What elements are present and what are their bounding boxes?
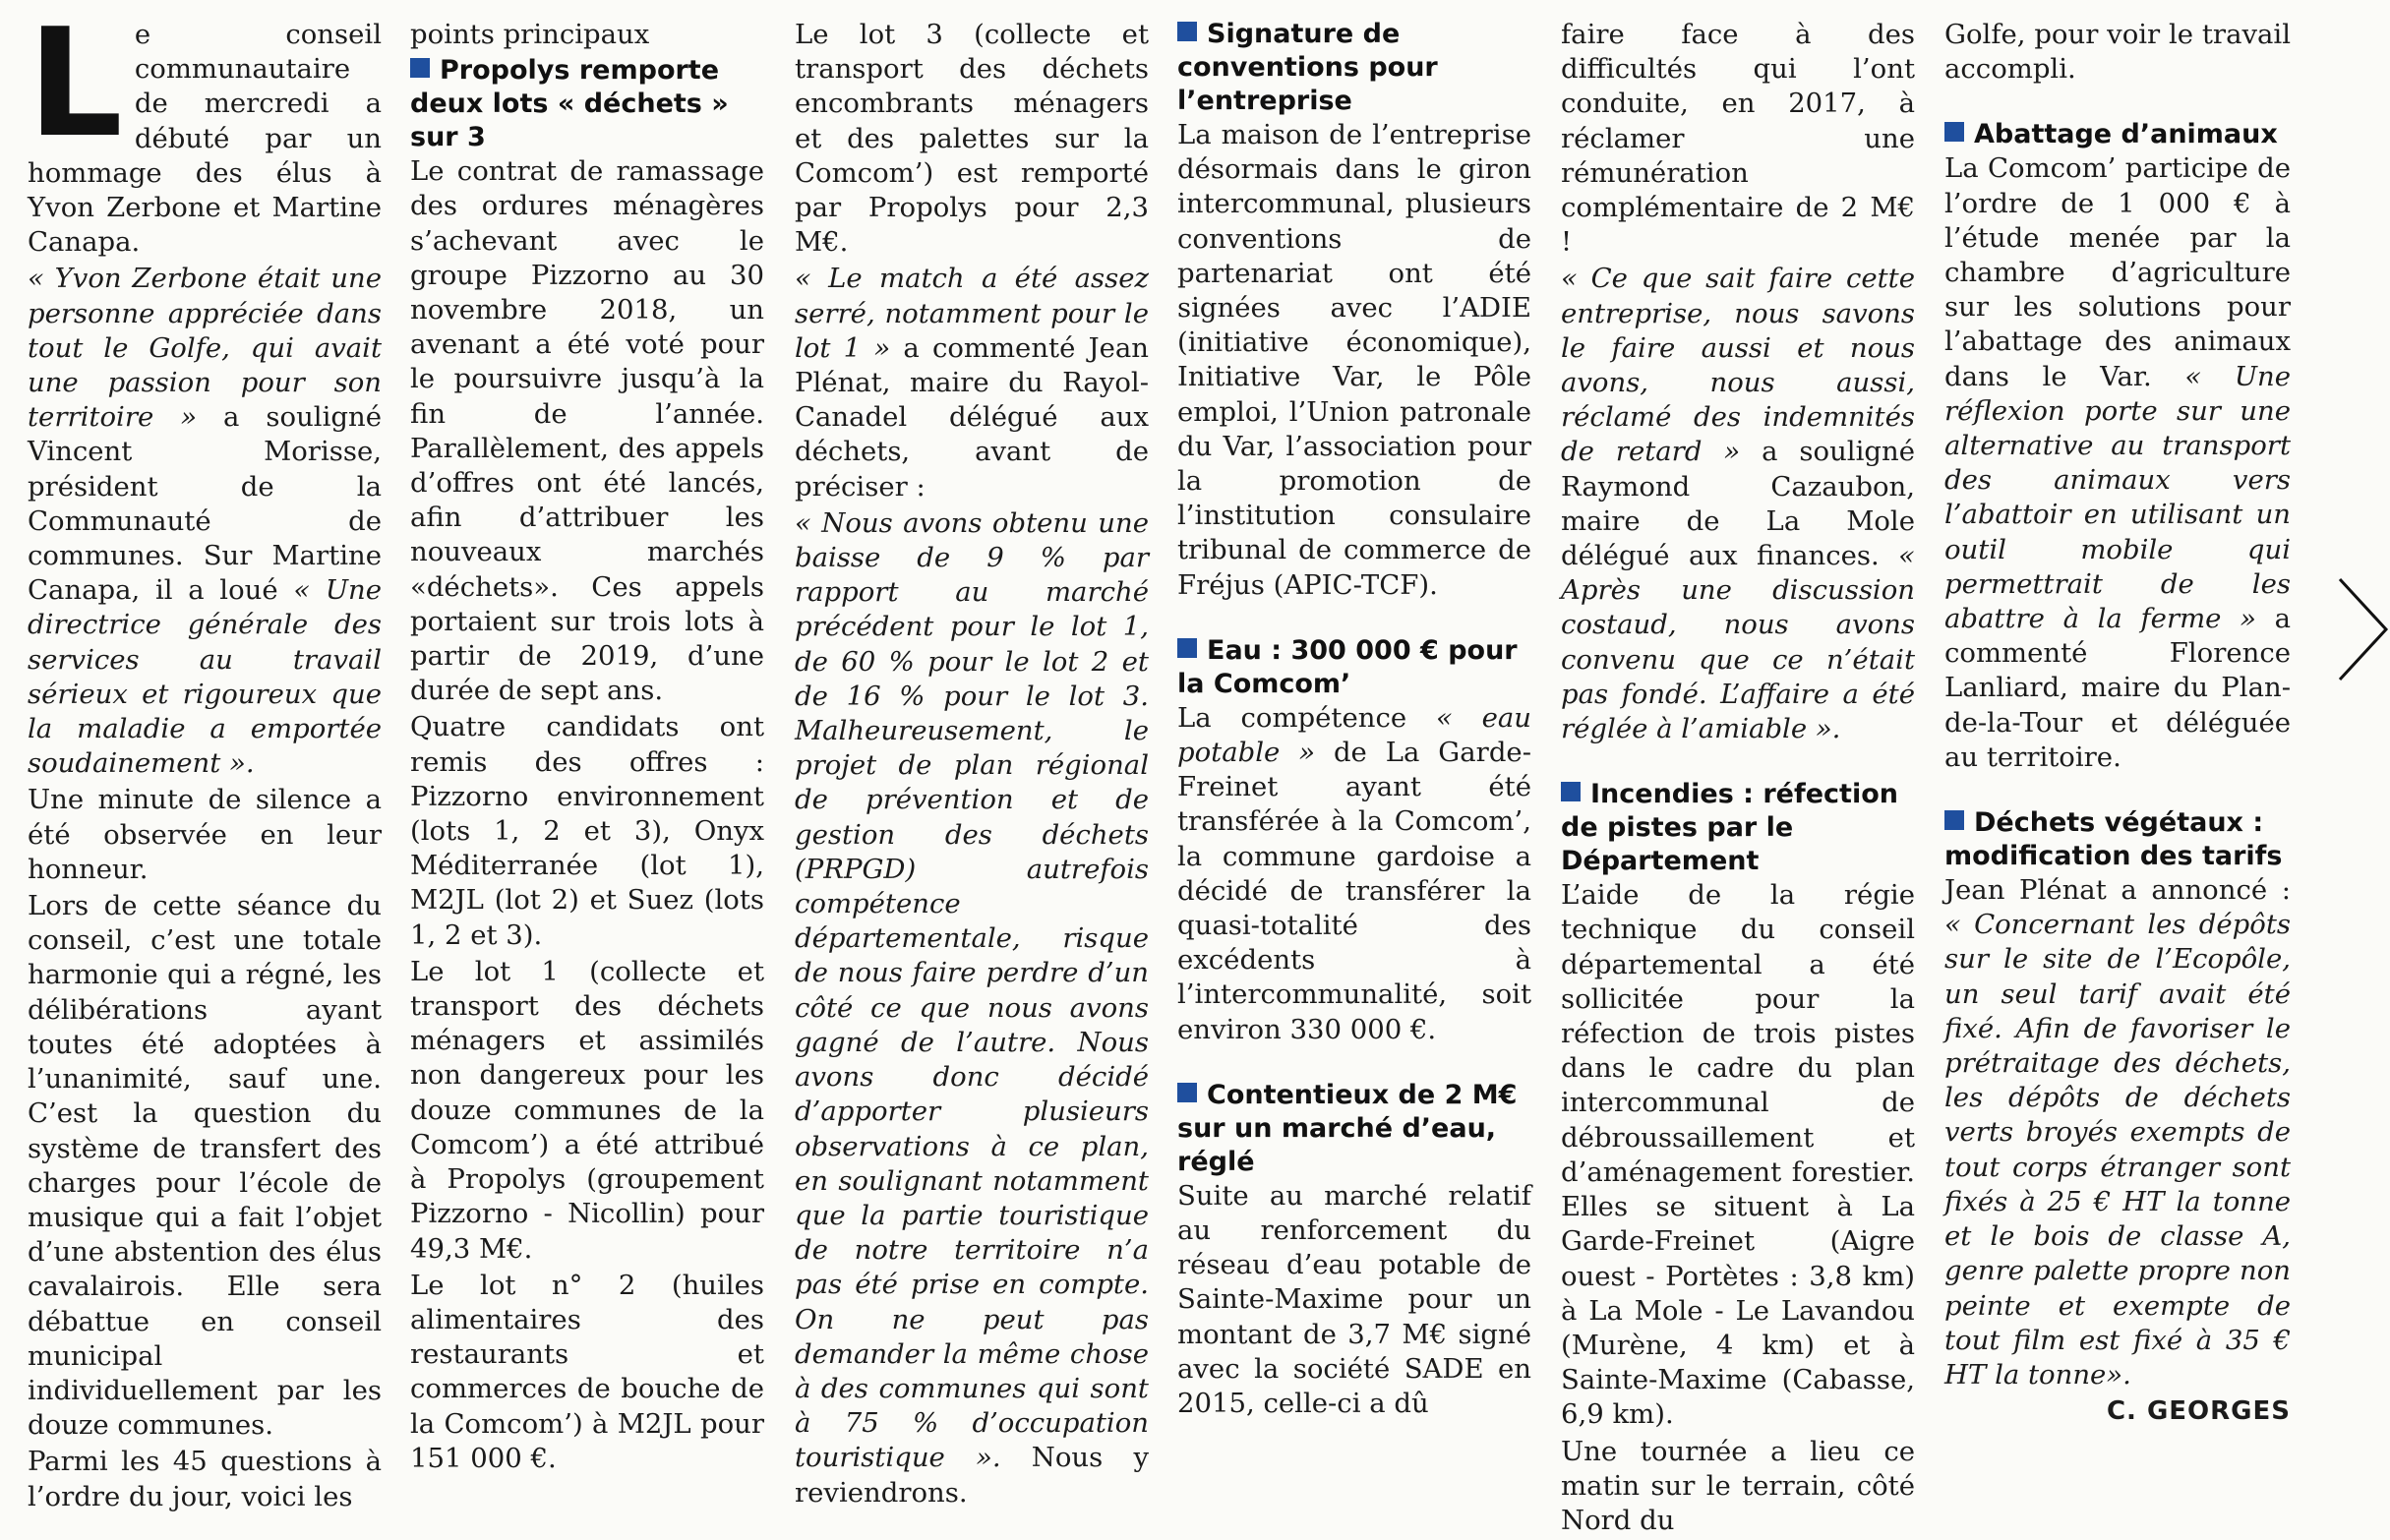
section-heading-eau: Eau : 300 000 € pour la Comcom’ [1177, 634, 1518, 699]
chevron-right-icon[interactable] [2336, 575, 2390, 683]
section-heading-abattage: Abattage d’animaux [1944, 118, 2291, 151]
lot1-paragraph: Le lot 1 (collecte et transport des déchets ménagers et assimilés non dangereux pour les douze communes de la Comcom’) a été attribué à Propolys (groupement Pizzorno - Nicollin) pour 49,3 M€. [410, 955, 764, 1265]
square-bullet-icon [1944, 810, 1964, 830]
abattage-paragraph: La Comcom’ participe de l’ordre de 1 000 € à l’étude menée par la chambre d’agriculture sur les solutions pour l’abattage des animaux dans le Var. « Une réflexion porte sur une alternative au transport des animaux vers l’abattoir en utilisant un outil mobile qui permettrait de les abattre à la ferme » a commenté Florence Lanliard, maire du Plan-de-la-Tour et déléguée au territoire. [1944, 152, 2291, 773]
pistes-paragraph: L’aide de la régie technique du conseil départemental a été sollicitée pour la réfection de trois pistes dans le cadre du plan intercommunal de débroussaillement et d’aménagement forestier. Elles se situent à La Garde-Freinet (Aigre ouest - Portètes : 3,8 km) à La Mole - Le Lavandou (Murène, 4 km) et à Sainte-Maxime (Cabasse, 6,9 km). [1561, 879, 1915, 1431]
agenda-continued: points principaux [410, 19, 650, 50]
lot3-paragraph: Le lot 3 (collecte et transport des déchets encombrants ménagers et des palettes sur la Comcom’) est remporté par Propolys pour 2,3 M€. [795, 19, 1149, 259]
article-column-3 [795, 18, 1149, 1512]
silence-paragraph: Une minute de silence a été observée en leur honneur. [28, 784, 382, 885]
session-paragraph: Lors de cette séance du conseil, c’est une totale harmonie qui a régné, les délibérations ayant toutes été adoptées à l’unanimité, sauf une. C’est la question du système de transfert des charges pour l’école de musique qui a fait l’objet d’une abstention des élus cavalairois. Elle sera débattue en conseil municipal individuellement par les douze communes. [28, 890, 382, 1442]
article-column-1 [28, 0, 382, 1516]
difficulties-paragraph: faire face à des difficultés qui l’ont conduite, en 2017, à réclamer une rémunération complémentaire de 2 M€ ! [1561, 19, 1915, 259]
plenat-quote: « Nous avons obtenu une baisse de 9 % par rapport au marché précédent pour le lot 1, de 60 % pour le lot 2 et de 16 % pour le lot 3. Malheureusement, le projet de plan régional de prévention et de gestion des déchets (PRPGD) autrefois compétence départementale, risque de nous faire perdre d’un côté ce que nous avons gagné de l’autre. Nous avons donc décidé d’apporter plusieurs observations à ce plan, en soulignant notamment que la partie touristique de notre territoire n’a pas été prise en compte. On ne peut pas demander la même chose à des communes qui sont à 75 % d’occupation touristique ». Nous y reviendrons. [795, 506, 1149, 1509]
article-column-6 [1944, 18, 2291, 1431]
square-bullet-icon [1177, 22, 1197, 41]
section-heading-dechets-vegetaux: Déchets végétaux : modification des tarifs [1944, 807, 2283, 872]
plenat-comment: « Le match a été assez serré, notamment pour le lot 1 » a commenté Jean Plénat, maire du Rayol-Canadel délégué aux déchets, avant de préciser : [795, 263, 1149, 503]
contentieux-paragraph: Suite au marché relatif au renforcement du réseau d’eau potable de Sainte-Maxime pour un montant de 3,7 M€ signé avec la société SADE en 2015, celle-ci a dû [1177, 1179, 1531, 1420]
cazaubon-quote: « Ce que sait faire cette entreprise, nous savons le faire aussi et nous avons, nous aussi, réclamé des indemnités de retard » a souligné Raymond Cazaubon, maire de La Mole délégué aux finances. « Après une discussion costaud, nous avons convenu que ce n’était pas fondé. L’affaire a été réglée à l’amiable ». [1561, 263, 1915, 745]
candidates-paragraph: Quatre candidats ont remis des offres : Pizzorno environnement (lots 1, 2 et 3), Onyx Méditerranée (lot 1), M2JL (lot 2) et Suez (lots 1, 2 et 3). [410, 711, 764, 951]
section-heading-contentieux: Contentieux de 2 M€ sur un marché d’eau, réglé [1177, 1079, 1518, 1177]
lot2-paragraph: Le lot n° 2 (huiles alimentaires des restaurants et commerces de bouche de la Comcom’) à M2JL pour 151 000 €. [410, 1269, 764, 1474]
section-heading-conventions: Signature de conventions pour l’entreprise [1177, 19, 1438, 116]
tribute-paragraph: « Yvon Zerbone était une personne appréciée dans tout le Golfe, qui avait une passion pour son territoire » a souligné Vincent Morisse, président de la Communauté de communes. Sur Martine Canapa, il a loué « Une directrice générale des services au travail sérieux et rigoureux que la maladie a emportée soudainement ». [28, 263, 382, 780]
square-bullet-icon [1561, 782, 1581, 801]
drop-cap: L [28, 0, 123, 170]
conventions-paragraph: La maison de l’entreprise désormais dans le giron intercommunal, plusieurs conventions de partenariat ont été signées avec l’ADIE (initiative économique), Initiative Var, le Pôle emploi, l’Union patronale du Var, l’association pour la promotion de l’institution consulaire tribunal de commerce de Fréjus (APIC-TCF). [1177, 119, 1531, 601]
square-bullet-icon [410, 58, 430, 78]
section-heading-incendies: Incendies : réfection de pistes par le Département [1561, 779, 1898, 877]
section-heading-propolys: Propolys remporte deux lots « déchets » sur 3 [410, 55, 729, 153]
article-column-4 [1177, 18, 1531, 1423]
article-column-2 [410, 18, 764, 1478]
tournee-paragraph: Une tournée a lieu ce matin sur le terrain, côté Nord du [1561, 1435, 1915, 1536]
author-byline: C. GEORGES [2106, 1396, 2291, 1427]
eau-paragraph: La compétence « eau potable » de La Garde-Freinet ayant été transférée à la Comcom’, la commune gardoise a décidé de transférer la quasi-totalité des excédents à l’intercommunalité, soit environ 330 000 €. [1177, 701, 1531, 1045]
tarifs-paragraph: Jean Plénat a annoncé : « Concernant les dépôts sur le site de l’Ecopôle, un seul tarif avait été fixé. Afin de favoriser le prétraitage des déchets, les dépôts de déchets verts broyés exempts de tout corps étranger sont fixés à 25 € HT la tonne et le bois de classe A, genre palette propre non peinte et exempte de tout film est fixé à 35 € HT la tonne». [1944, 874, 2291, 1391]
article-column-5 [1561, 18, 1915, 1540]
square-bullet-icon [1177, 1083, 1197, 1102]
square-bullet-icon [1944, 122, 1964, 142]
agenda-paragraph: Parmi les 45 questions à l’ordre du jour, voici les [28, 1446, 382, 1512]
square-bullet-icon [1177, 638, 1197, 658]
contract-paragraph: Le contrat de ramassage des ordures ménagères s’achevant avec le groupe Pizzorno au 30 novembre 2018, un avenant a été voté pour le poursuivre jusqu’à la fin de l’année. Parallèlement, des appels d’offres ont été lancés, afin d’attribuer les nouveaux marchés «déchets». Ces appels portaient sur trois lots à partir de 2019, d’une durée de sept ans. [410, 155, 764, 707]
golfe-paragraph: Golfe, pour voir le travail accompli. [1944, 19, 2291, 86]
intro-paragraph: e conseil communautaire de mercredi a débuté par un hommage des élus à Yvon Zerbone et Martine Canapa. [28, 19, 382, 259]
